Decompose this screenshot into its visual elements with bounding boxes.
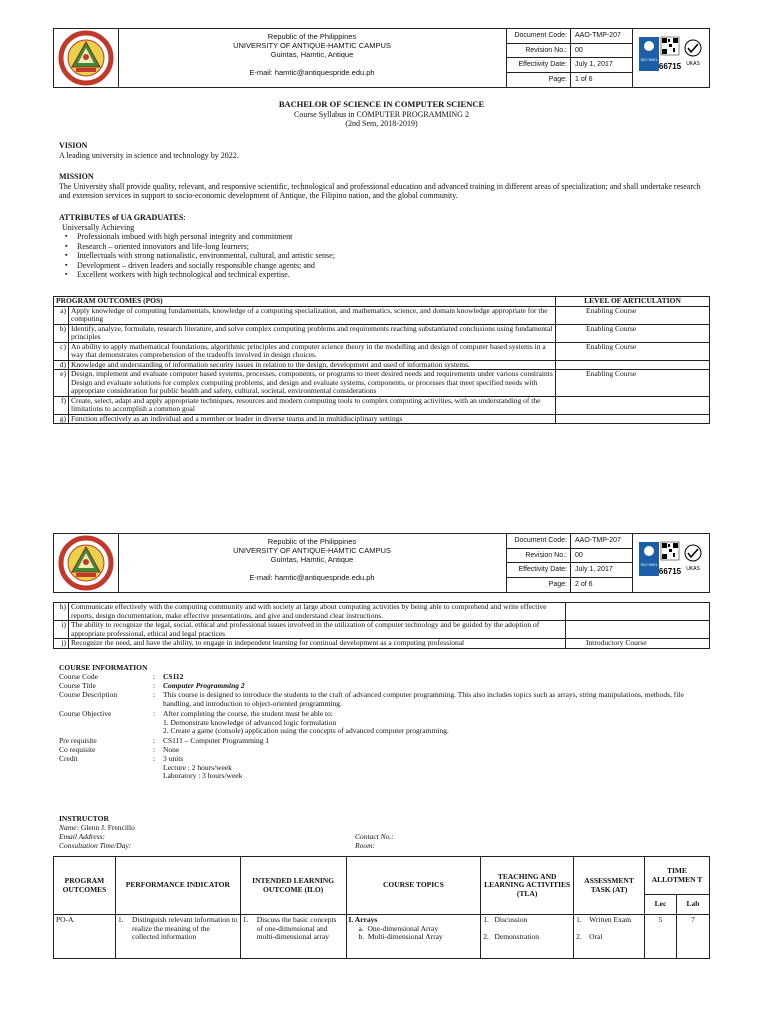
po-level (556, 396, 710, 414)
po-level: Enabling Course (556, 342, 710, 360)
syllabus-header-row (54, 857, 710, 895)
row-at: 1. Written Exam 2. Oral (574, 915, 645, 959)
credit-value (163, 755, 703, 781)
topic-main: Arrays (354, 915, 378, 924)
header-institution (118, 534, 506, 592)
attributes-section (59, 213, 709, 280)
at-2: Oral (589, 931, 603, 941)
attribute-item: ▪ Intellectuals with strong nationalistic, environmental, cultural, and artistic sense; (77, 251, 709, 261)
vision-text: A leading university in science and technology by 2022. (59, 150, 239, 160)
program-title: BACHELOR OF SCIENCE IN COMPUTER SCIENCE (278, 99, 485, 109)
po-level (556, 414, 710, 424)
header-document-meta (506, 29, 633, 87)
cert-number: 66715 (658, 567, 682, 576)
lec-column-header: Lec (645, 895, 677, 915)
pi-column-header: PERFORMANCE INDICATOR (115, 857, 240, 915)
po-level: Enabling Course (556, 370, 710, 397)
objective-intro: After completing the course, the student must be able to: (163, 709, 333, 718)
topic-b: Multi-dimensional Array (367, 932, 443, 941)
corequisite-value: None (163, 745, 180, 754)
course-code-value: CS112 (163, 672, 184, 681)
ilo-text: Discuss the basic concepts of one-dimensional and multi-dimensional array (256, 915, 337, 941)
page-row (507, 578, 633, 593)
revision-label: Revision No.: (507, 44, 571, 58)
objective-item: 1. Demonstrate knowledge of advanced logic formulation (163, 717, 337, 727)
row-lec: 5 (645, 915, 677, 959)
po-text: Design, implement and evaluate computer based systems, processes, components, or programs to meet desired needs and requirements under various constraints Design and evaluate solutions for complex computing problems, and design and evaluate systems, components, or processes that meet specified needs with appropriate consideration for public health and safety, cultural, societal, environmental considerations (69, 370, 556, 397)
header-email (118, 68, 506, 77)
row-topics: I. Arrays a. One-dimensional Array b. Multi-dimensional Array (346, 915, 481, 959)
attribute-item: ▪ Excellent workers with high technological and technical expertise. (77, 270, 709, 280)
certification-cell (632, 29, 710, 87)
prerequisite-value: CS111 – Computer Programming 1 (163, 736, 270, 745)
table-row (54, 915, 710, 959)
revision-value: 00 (575, 46, 583, 54)
attributes-list (59, 232, 709, 280)
syllabus-table (53, 856, 710, 959)
effectivity-value: July 1, 2017 (575, 566, 613, 573)
program-outcomes-table-continued (53, 602, 710, 649)
attributes-heading-text: ATTRIBUTES of UA GRADUATES (59, 213, 184, 222)
time-column-header: TIME ALLOTMEN T (645, 857, 710, 895)
po-letter: e) (54, 370, 69, 397)
university-seal-icon (54, 29, 118, 87)
instructor-name-value: Glenn J. Frencillo (80, 823, 135, 832)
mission-heading: MISSION (59, 172, 94, 181)
instructor-email-label: Email Address: (59, 832, 106, 841)
po-text: The ability to recognize the legal, social, ethical and professional issues involved in the utilization of computer technology and be guided by the adoption of appropriate professional, ethical and legal practices (69, 621, 566, 639)
at-1: Written Exam (589, 915, 632, 924)
at-column-header: ASSESSMENT TASK (AT) (574, 857, 645, 915)
po-letter: d) (54, 360, 69, 370)
course-objective-value (163, 710, 703, 736)
certification-cell (632, 534, 710, 592)
po-letter: i) (54, 621, 69, 639)
row-pi: 1. Distinguish relevant information to realize the meaning of the collected information (115, 915, 240, 959)
header-university: UNIVERSITY OF ANTIQUE-HAMTIC CAMPUS (233, 41, 391, 50)
po-text: Knowledge and understanding of information security issues in relation to the design, development and used of information systems. (69, 360, 556, 370)
level-heading: LEVEL OF ARTICULATION (556, 297, 710, 307)
university-logo-cell (54, 534, 119, 592)
effectivity-label: Effectivity Date: (507, 58, 571, 72)
doc-code-row (507, 534, 633, 549)
attributes-sub: Universally Achieving (62, 222, 135, 232)
iso-label: ISO 9001 (640, 57, 658, 62)
table-row (54, 621, 710, 639)
revision-label: Revision No.: (507, 549, 571, 563)
iso-certification-icon (633, 534, 710, 592)
effectivity-value: July 1, 2017 (575, 61, 613, 68)
doc-code-value: AAO-TMP-207 (575, 32, 621, 39)
syllabus-title-block (53, 100, 710, 129)
header-university: UNIVERSITY OF ANTIQUE-HAMTIC CAMPUS (233, 546, 391, 555)
mission-section (59, 172, 709, 201)
page-label: Page: (507, 73, 571, 88)
row-tla: 1. Discussion 2. Demonstration (481, 915, 574, 959)
email-value: hamtic@antiquespride.edu.ph (274, 68, 375, 77)
vision-heading: VISION (59, 141, 88, 150)
table-row (54, 342, 710, 360)
tla-2: Demonstration (494, 931, 540, 941)
po-level: Enabling Course (556, 324, 710, 342)
credit-units: 3 units (163, 754, 184, 763)
corequisite-label: Co requisite (59, 745, 96, 754)
semester-title: (2nd Sem, 2018-2019) (345, 119, 418, 128)
course-code-label: Course Code (59, 672, 98, 681)
po-level (566, 621, 710, 639)
po-level: Introductory Course (566, 639, 710, 649)
po-heading: PROGRAM OUTCOMES (POS) (54, 297, 556, 307)
revision-row (507, 549, 633, 564)
mission-text: The University shall provide quality, relevant, and responsive scientific, technological and professional education and advanced training in different areas of specialization; and shall undertake research and extension services in support to socio-economic development of Antique, the Filipino nation, and the global community. (59, 181, 701, 200)
header-email (118, 573, 506, 582)
topic-a: One-dimensional Array (367, 923, 439, 933)
attribute-item: ▪ Research – oriented innovators and life-long learners; (77, 242, 709, 252)
po-text: An ability to apply mathematical foundations, algorithmic principles and computer science theory in the modelling and design of computer based systems in a way that demonstrates comprehension of the tradeoffs involved in design choices. (69, 342, 556, 360)
table-row (54, 306, 710, 324)
vision-section (59, 141, 709, 160)
header-address: Guintas, Hamtic, Antique (270, 555, 354, 564)
tla-column-header: TEACHING AND LEARNING ACTIVITIES (TLA) (481, 857, 574, 915)
effectivity-label: Effectivity Date: (507, 563, 571, 577)
instructor-name-label: Name: (59, 823, 79, 832)
po-letter: a) (54, 306, 69, 324)
row-ilo: 1. Discuss the basic concepts of one-dimensional and multi-dimensional array (240, 915, 346, 959)
po-letter: g) (54, 414, 69, 424)
table-row (54, 370, 710, 397)
doc-code-label: Document Code: (507, 29, 571, 43)
effectivity-row (507, 58, 633, 73)
po-text: Apply knowledge of computing fundamentals, knowledge of a computing specialization, and mathematics, science, and domain knowledge appropriate for the computing (69, 306, 556, 324)
po-letter: c) (54, 342, 69, 360)
po-text: Function effectively as an individual and a member or leader in diverse teams and in multidisciplinary settings (69, 414, 556, 424)
page-value: 1 of 6 (575, 75, 593, 83)
po-letter: j) (54, 639, 69, 649)
po-header-row (54, 297, 710, 307)
lab-column-header: Lab (676, 895, 709, 915)
instructor-section (59, 815, 709, 855)
attribute-item: ▪ Development – driven leaders and socially responsible change agents; and (77, 261, 709, 271)
po-letter: f) (54, 396, 69, 414)
contact-label: Contact No.: (355, 832, 394, 841)
course-title-value: Computer Programming 2 (163, 681, 245, 690)
attribute-item: ▪ Professionals imbued with high personal integrity and commitment (77, 232, 709, 242)
program-outcomes-table (53, 296, 710, 424)
doc-code-label: Document Code: (507, 534, 571, 548)
po-text: Recognize the need, and have the ability, to engage in independent learning for continual development as a computing professional (69, 639, 566, 649)
table-row (54, 639, 710, 649)
header-address: Guintas, Hamtic, Antique (270, 50, 354, 59)
email-label: E-mail: (249, 68, 273, 77)
email-label: E-mail: (249, 573, 273, 582)
university-logo-cell (54, 29, 119, 87)
po-level (566, 603, 710, 621)
header-institution (118, 29, 506, 87)
page-label: Page: (507, 578, 571, 593)
po-column-header: PROGRAM OUTCOMES (54, 857, 116, 915)
pi-text: Distinguish relevant information to realize the meaning of the collected information (131, 915, 238, 941)
po-text: Communicate effectively with the computing community and with society at large about computing activities by being able to comprehend and write effective reports, design documentation, make effective presentations, and give and understand clear instructions. (69, 603, 566, 621)
po-letter: b) (54, 324, 69, 342)
course-description-value: This course is designed to introduce the students to the craft of advanced computer programming. This also includes topics such as arrays, string manipulations, methods, file handling, and introduction to object-oriented programming. (163, 690, 684, 708)
po-level: Enabling Course (556, 306, 710, 324)
ilo-column-header: INTENDED LEARNING OUTCOME (ILO) (240, 857, 346, 915)
po-text: Identify, analyze, formulate, research literature, and solve complex computing problems and requirements reaching substantiated conclusions using fundamental principles (69, 324, 556, 342)
doc-code-value: AAO-TMP-207 (575, 537, 621, 544)
header-republic: Republic of the Philippines (267, 537, 357, 546)
email-value: hamtic@antiquespride.edu.ph (274, 573, 375, 582)
header-republic: Republic of the Philippines (267, 32, 357, 41)
course-title-label: Course Title (59, 681, 96, 690)
ukas-label: UKAS (686, 61, 700, 67)
ukas-label: UKAS (686, 566, 700, 572)
table-row (54, 603, 710, 621)
topics-column-header: COURSE TOPICS (346, 857, 481, 915)
page-value: 2 of 6 (575, 580, 593, 588)
iso-label: ISO 9001 (640, 562, 658, 567)
course-info-heading: COURSE INFORMATION (59, 663, 148, 672)
course-description-label: Course Description (59, 690, 118, 699)
page1-header (53, 28, 710, 88)
revision-row (507, 44, 633, 59)
row-lab: 7 (676, 915, 709, 959)
objective-item: 2. Create a game (console) application using the concepts of advanced computer programming. (163, 726, 449, 736)
effectivity-row (507, 563, 633, 578)
header-document-meta (506, 534, 633, 592)
prerequisite-label: Pre requisite (59, 736, 97, 745)
credit-laboratory: Laboratory : 3 hours/week (163, 771, 243, 781)
doc-code-row (507, 29, 633, 44)
row-po: PO-A (54, 915, 116, 959)
room-label: Room: (355, 841, 375, 850)
course-syllabus-title: Course Syllabus in COMPUTER PROGRAMMING 2 (294, 109, 469, 119)
consultation-label: Consultation Time/Day: (59, 841, 132, 850)
po-letter: h) (54, 603, 69, 621)
table-row (54, 324, 710, 342)
cert-number: 66715 (658, 62, 682, 71)
university-seal-icon (54, 534, 118, 592)
table-row (54, 414, 710, 424)
credit-label: Credit (59, 754, 78, 763)
attributes-heading: ATTRIBUTES of UA GRADUATES: (59, 213, 186, 222)
course-information-section: COURSE INFORMATION Course Code : CS112 Course Title : Computer Programming 2 Course Description : This course is designed to introduce the students to the craft of advanced computer programming. This also includes topics such as arrays, string manipulations, methods, file handling, and introduction to object-oriented programming. Course Objective : After completing the course, the student must be able to: 1. Demonstrate knowledge of advanced logic formulation 2. Create a game (console) application using the concepts of advanced computer programming. Pre requisite : CS111 – Computer Programming 1 Co requisite : None Credit : 3 units Lecture : 2 hours/week Laboratory : 3 hours/week (59, 664, 709, 804)
course-objective-label: Course Objective (59, 709, 112, 718)
iso-certification-icon (633, 29, 710, 87)
table-row (54, 396, 710, 414)
page2-header (53, 533, 710, 593)
page-row (507, 73, 633, 88)
tla-1: Discussion (494, 915, 528, 924)
instructor-heading: INSTRUCTOR (59, 814, 109, 823)
po-text: Create, select, adapt and apply appropriate techniques, resources and modern computing tools to complex computing activities, with an understanding of the limitations to accomplish a common goal (69, 396, 556, 414)
revision-value: 00 (575, 551, 583, 559)
credit-lecture: Lecture : 2 hours/week (163, 762, 232, 772)
